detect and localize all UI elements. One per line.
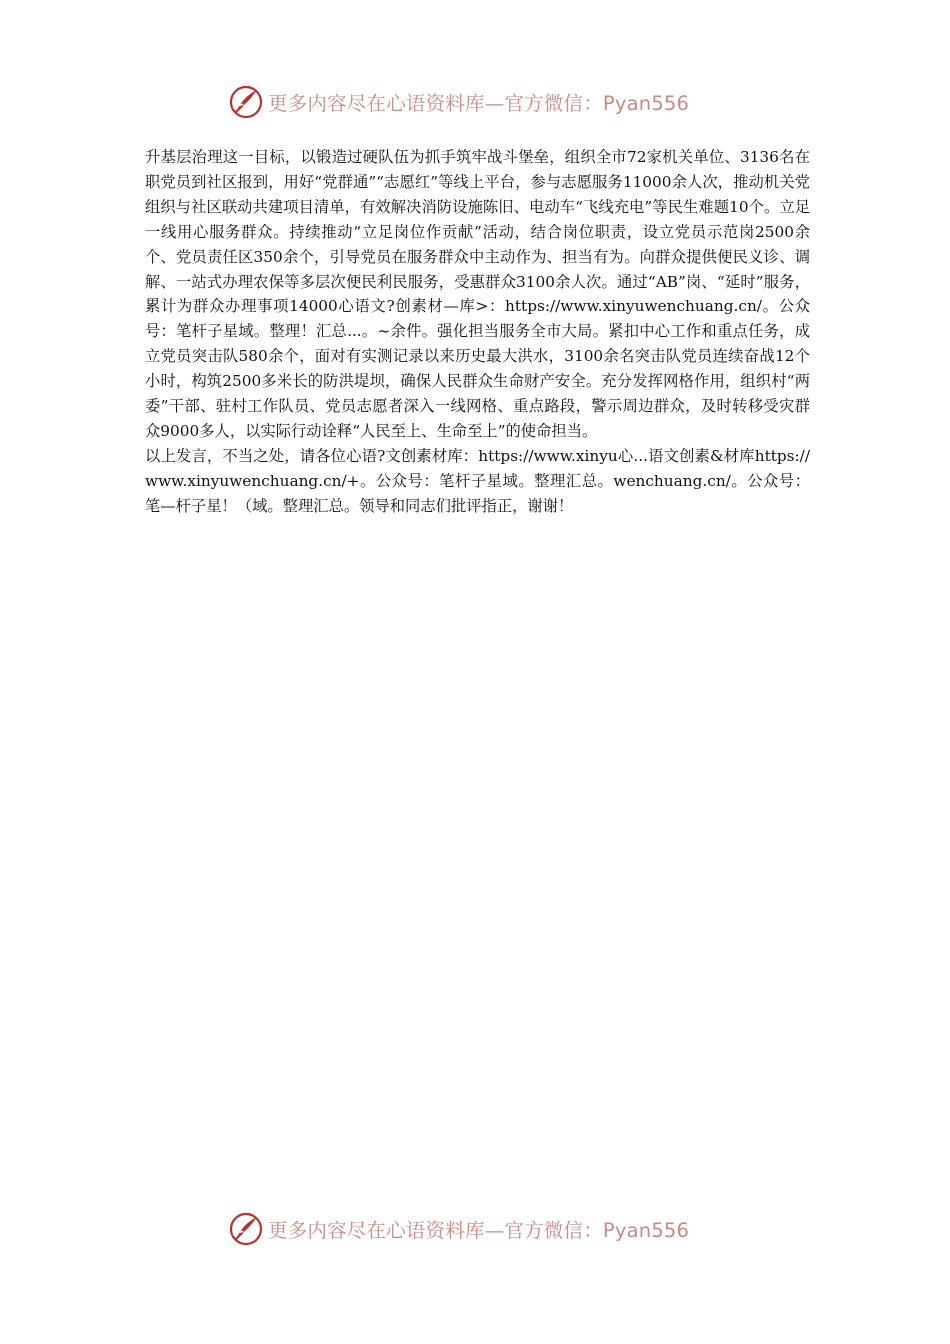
document-body <box>145 145 810 519</box>
quill-logo-icon <box>228 84 264 120</box>
footer-watermark-banner <box>228 1209 689 1249</box>
footer-banner-text: 更多内容尽在心语资料库—官方微信：Pyan556 <box>268 1219 690 1242</box>
quill-logo-icon <box>228 1211 264 1247</box>
header-banner-text: 更多内容尽在心语资料库—官方微信：Pyan556 <box>268 92 690 115</box>
footer-wechat-id: Pyan556 <box>602 1219 690 1242</box>
body-paragraph: 升基层治理这一目标，以锻造过硬队伍为抓手筑牢战斗堡垒，组织全市72家机关单位、3136名在职党员到社区报到，用好“党群通”“志愿红”等线上平台，参与志愿服务11000余人次，推动机关党组织与社区联动共建项目清单，有效解决消防设施陈旧、电动车“飞线充电”等民生难题10个。立足一线用心服务群众。持续推动“立足岗位作贡献”活动，结合岗位职责，设立党员示范岗2500余个、党员责任区350余个，引导党员在服务群众中主动作为、担当有为。向群众提供便民义诊、调解、一站式办理农保等多层次便民利民服务，受惠群众3100余人次。通过“AB”岗、“延时”服务，累计为群众办理事项14000心语文?创素材—库>：https://www.xinyuwenchuang.cn/。公众号：笔杆子星域。整理！汇总...。~余件。强化担当服务全市大局。紧扣中心工作和重点任务，成立党员突击队580余个，面对有实测记录以来历史最大洪水，3100余名突击队党员连续奋战12个小时，构筑2500多米长的防洪堤坝，确保人民群众生命财产安全。充分发挥网格作用，组织村“两委”干部、驻村工作队员、党员志愿者深入一线网格、重点路段，警示周边群众，及时转移受灾群众9000多人，以实际行动诠释“人民至上、生命至上”的使命担当。 <box>145 148 810 440</box>
header-wechat-id: Pyan556 <box>602 92 690 115</box>
header-watermark-banner <box>228 82 689 122</box>
body-paragraph: 以上发言，不当之处，请各位心语?文创素材库：https://www.xinyu心...语文创素&材库https://www.xinyuwenchuang.cn/+。公众号：笔杆子星域。整理汇总。wenchuang.cn/。公众号：笔—杆子星！（域。整理汇总。领导和同志们批评指正，谢谢！ <box>145 446 810 515</box>
